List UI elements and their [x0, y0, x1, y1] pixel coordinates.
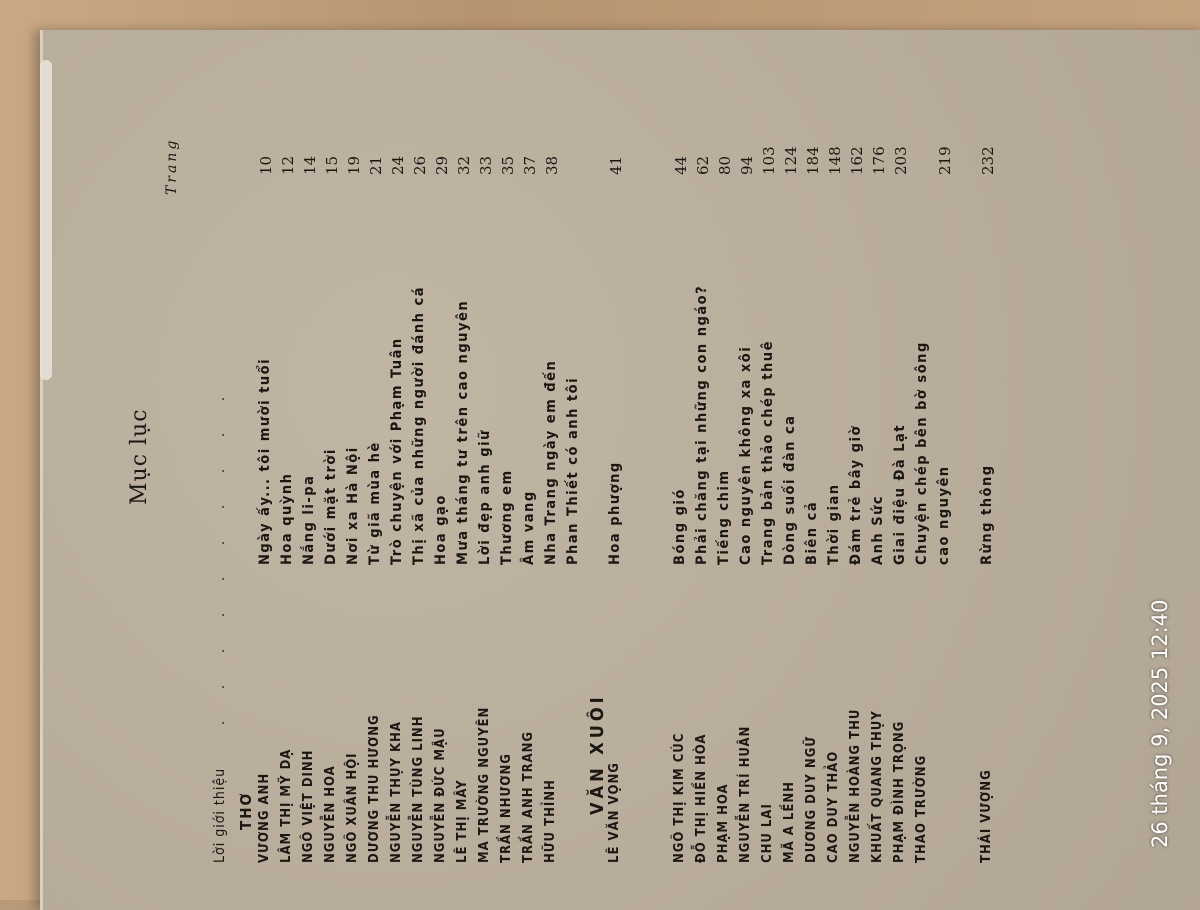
toc-work-title: Dòng suối đàn ca: [782, 414, 798, 565]
toc-page-number: 12: [279, 155, 297, 175]
toc-work-title: Thời gian: [826, 483, 842, 565]
toc-page-number: 62: [694, 155, 712, 175]
toc-page-number: 203: [892, 146, 910, 175]
toc-page-number: 44: [672, 155, 690, 175]
toc-page-number: 124: [782, 146, 800, 175]
toc-work-title: Lời đẹp anh giữ: [477, 429, 493, 565]
toc-page-number: 219: [936, 146, 954, 175]
toc-work-title: Bóng gió: [672, 488, 688, 565]
toc-page-number: 15: [323, 155, 341, 175]
toc-work-title: Cao nguyên không xa xôi: [738, 345, 754, 565]
toc-work-title: cao nguyên: [936, 465, 952, 565]
toc-author: CAO DUY THẢO: [826, 750, 841, 863]
toc-work-title: Anh Sức: [870, 494, 886, 565]
toc-page-number: 38: [543, 155, 561, 175]
toc-page-number: 32: [455, 155, 473, 175]
toc-author: NGUYỄN THỤY KHA: [389, 721, 404, 863]
toc-author: LÂM THỊ MỸ DẠ: [279, 748, 294, 863]
toc-author: LÊ THỊ MÂY: [455, 779, 470, 863]
toc-author: NGUYỄN HOÀNG THU: [848, 708, 863, 863]
toc-work-title: Tiếng chim: [716, 469, 732, 565]
toc-work-title: Trang bản thảo chép thuê: [760, 340, 776, 565]
toc-author: NGÔ THỊ KIM CÚC: [672, 732, 687, 863]
toc-author: ĐỖ THỊ HIỀN HÒA: [694, 733, 709, 863]
toc-author: PHẠM ĐÌNH TRỌNG: [892, 720, 907, 863]
toc-row: [979, 45, 1004, 875]
toc-page-number: 162: [848, 146, 866, 175]
intro-leader-dots: . . . . . . . . . .: [212, 383, 228, 725]
section-heading-tho: THƠ: [237, 791, 255, 830]
toc-work-title: Mưa tháng tư trên cao nguyên: [455, 299, 471, 565]
toc-work-title: Nắng li-pa: [301, 474, 317, 565]
toc-row: [936, 45, 961, 875]
toc-author: MA TRƯỜNG NGUYÊN: [477, 706, 492, 863]
toc-page-number: 29: [433, 155, 451, 175]
toc-row: [565, 45, 590, 875]
toc-row: [607, 45, 632, 875]
page-spine-edge: [40, 60, 52, 380]
toc-author: VƯƠNG ANH: [257, 772, 272, 863]
toc-work-title: Trò chuyện với Phạm Tuân: [389, 337, 405, 565]
toc-author: CHU LAI: [760, 803, 775, 863]
toc-work-title: Biên cả: [804, 500, 820, 565]
toc-work-title: Đám trẻ bây giờ: [848, 425, 864, 565]
toc-page-number: 10: [257, 155, 275, 175]
toc-work-title: Phan Thiết có anh tôi: [565, 376, 581, 565]
toc-page-number: 94: [738, 155, 756, 175]
toc-author: NGUYỄN ĐỨC MẬU: [433, 727, 448, 863]
toc-author: NGUYỄN HOA: [323, 765, 338, 863]
toc-author: THAO TRƯỜNG: [914, 754, 929, 863]
toc-page-number: 80: [716, 155, 734, 175]
toc-work-title: Thị xã của những người đánh cá: [411, 285, 427, 565]
toc-author: PHẠM HOA: [716, 783, 731, 863]
toc-title: Mục lục: [127, 408, 152, 505]
toc-page-number: 37: [521, 155, 539, 175]
toc-page-number: 19: [345, 155, 363, 175]
toc-author: NGUYỄN TÙNG LINH: [411, 715, 426, 863]
intro-entry: Lời giới thiệu: [212, 767, 228, 863]
toc-author: DƯƠNG THU HƯƠNG: [367, 714, 382, 863]
toc-author: NGÔ VIỆT DINH: [301, 749, 316, 863]
toc-work-title: Nơi xa Hà Nội: [345, 446, 361, 565]
toc-work-title: Thương em: [499, 469, 515, 565]
toc-page-number: 14: [301, 155, 319, 175]
toc-work-title: Giai điệu Đà Lạt: [892, 423, 908, 565]
toc-page-number: 21: [367, 155, 385, 175]
toc-work-title: Nha Trang ngày em đến: [543, 359, 559, 565]
photo-timestamp: 26 tháng 9, 2025 12:40: [1148, 599, 1172, 848]
toc-author: THÁI VƯỢNG: [979, 769, 994, 863]
toc-author: DƯƠNG DUY NGỮ: [804, 735, 819, 863]
toc-author: KHUẤT QUANG THỤY: [870, 710, 885, 863]
toc-work-title: Ngày ấy... tôi mười tuổi: [257, 357, 273, 565]
toc-page-number: 24: [389, 155, 407, 175]
toc-author: LÊ VĂN VỌNG: [607, 762, 622, 863]
toc-page-number: 33: [477, 155, 495, 175]
toc-author: TRẦN ANH TRANG: [521, 730, 536, 863]
toc-author: MÃ A LỀNH: [782, 781, 797, 863]
toc-page-number: 176: [870, 146, 888, 175]
table-of-contents: [82, 45, 1200, 875]
toc-work-title: Rừng thông: [979, 464, 995, 565]
toc-work-title: Âm vang: [521, 490, 537, 565]
toc-page-number: 26: [411, 155, 429, 175]
toc-page-number: 35: [499, 155, 517, 175]
toc-work-title: Phải chăng tại những con ngáo?: [694, 284, 710, 565]
toc-author: HỮU THỈNH: [543, 779, 558, 863]
toc-author: NGUYỄN TRÍ HUÂN: [738, 725, 753, 863]
toc-page-number: 232: [979, 146, 997, 175]
toc-page-number: 148: [826, 146, 844, 175]
toc-page-number: 41: [607, 155, 625, 175]
section-heading-van-xuoi: VĂN XUÔI: [587, 693, 608, 815]
toc-author: NGÔ XUÂN HỘI: [345, 752, 360, 863]
toc-work-title: Từ giã mùa hè: [367, 441, 383, 565]
toc-page-number: 184: [804, 146, 822, 175]
page-column-header: Trang: [164, 137, 180, 195]
toc-work-title: Dưới mặt trời: [323, 448, 339, 565]
toc-page-number: 103: [760, 146, 778, 175]
toc-work-title: Hoa gạo: [433, 494, 449, 565]
toc-work-title: Chuyện chép bên bờ sông: [914, 341, 930, 565]
toc-work-title: Hoa phượng: [607, 461, 623, 565]
toc-author: TRẦN NHƯƠNG: [499, 753, 514, 863]
toc-work-title: Hoa quỳnh: [279, 472, 295, 565]
